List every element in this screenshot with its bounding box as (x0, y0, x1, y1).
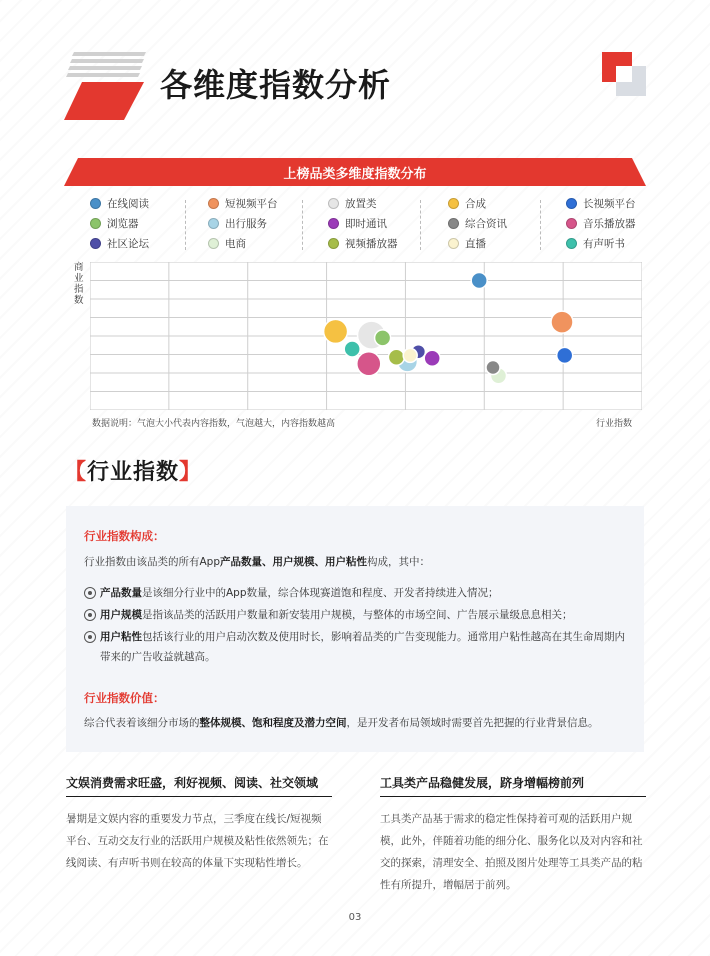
legend-swatch (90, 218, 101, 229)
page-number: 03 (348, 912, 362, 923)
legend-swatch (448, 218, 459, 229)
radio-bullet-icon (84, 609, 96, 621)
body-line: 模，此外，伴随着功能的细分化、服务化以及对内容和社 (380, 835, 643, 847)
value-title: 行业指数价值： (84, 691, 165, 705)
bubble-在线阅读 (471, 273, 487, 289)
legend-item (90, 216, 139, 231)
legend-label: 合成 (465, 198, 486, 210)
body-line: 工具类产品基于需求的稳定性保持着可观的活跃用户规 (380, 813, 632, 825)
intro-bold: 产品数量、用户规模、用户粘性 (220, 556, 368, 568)
bubble-chart-plot (90, 262, 642, 410)
legend-swatch (208, 218, 219, 229)
legend-divider (420, 200, 421, 250)
legend-label: 浏览器 (107, 218, 139, 230)
legend-label: 综合资讯 (465, 218, 507, 230)
legend-divider (540, 200, 541, 250)
body-line: 性有所提升，增幅居于前列。 (380, 879, 517, 891)
body-line: 暑期是文娱内容的重要发力节点，三季度在线长/短视频 (66, 813, 322, 825)
legend-label: 在线阅读 (107, 198, 149, 210)
bubble-视频播放器 (388, 349, 404, 365)
legend-swatch (328, 218, 339, 229)
legend-label: 社区论坛 (107, 238, 149, 250)
chart-note: 数据说明：气泡大小代表内容指数，气泡越大，内容指数越高 (92, 419, 336, 429)
legend-label: 音乐播放器 (583, 218, 636, 230)
bubble-音乐播放器 (357, 352, 381, 376)
bubble-有声听书 (344, 341, 360, 357)
column-body-tools (380, 808, 643, 896)
legend-label: 有声听书 (583, 238, 625, 250)
body-line: 平台、互动交友行业的活跃用户规模及粘性依然领先；在 (66, 835, 329, 847)
radio-bullet-icon (84, 587, 96, 599)
body-line: 交的探索，清理安全、拍照及图片处理等工具类产品的粘 (380, 857, 643, 869)
value-text (84, 715, 599, 731)
bubble-即时通讯 (424, 350, 440, 366)
legend-item (208, 236, 246, 251)
legend-label: 短视频平台 (225, 198, 278, 210)
bullet-term: 产品数量 (100, 587, 142, 599)
column-title-tools: 工具类产品稳健发展，跻身增幅榜前列 (380, 776, 585, 790)
legend-swatch (90, 198, 101, 209)
legend-item (566, 236, 625, 251)
column-title-entertainment: 文娱消费需求旺盛，利好视频、阅读、社交领域 (66, 776, 319, 790)
value-part: ，是开发者布局领域时需要首先把握的行业背景信息。 (346, 717, 599, 729)
column-body-entertainment (66, 808, 329, 874)
composition-intro (84, 554, 430, 570)
radio-bullet-icon (84, 631, 96, 643)
y-axis-label: 商业指数 (74, 262, 84, 306)
heading-bracket-close: 】 (179, 460, 203, 485)
column-divider (66, 796, 332, 797)
bullet-user-stickiness (100, 629, 625, 645)
value-bold: 整体规模、饱和程度及潜力空间 (199, 717, 347, 729)
bubble-合成 (324, 319, 348, 343)
bullet-user-stickiness-cont: 带来的广告收益就越高。 (100, 651, 216, 663)
legend-item (448, 196, 486, 211)
legend-label: 即时通讯 (345, 218, 387, 230)
legend-swatch (90, 238, 101, 249)
chart-title: 上榜品类多维度指数分布 (283, 167, 427, 182)
legend-item (448, 216, 507, 231)
legend-swatch (328, 238, 339, 249)
legend-swatch (448, 198, 459, 209)
legend-item (90, 196, 149, 211)
legend-label: 出行服务 (225, 218, 267, 230)
legend-divider (302, 200, 303, 250)
legend-label: 直播 (465, 238, 486, 250)
legend-label: 长视频平台 (583, 198, 636, 210)
legend-item (328, 236, 398, 251)
legend-divider (185, 200, 186, 250)
legend-item (328, 196, 377, 211)
legend-item (208, 196, 278, 211)
legend-swatch (448, 238, 459, 249)
legend-swatch (208, 238, 219, 249)
legend-swatch (208, 198, 219, 209)
header-stripes-logo (64, 52, 146, 120)
bullet-term: 用户粘性 (100, 631, 142, 643)
bullet-text: 是指该品类的活跃用户数量和新安装用户规模，与整体的市场空间、广告展示量级息息相关； (142, 609, 573, 621)
legend-swatch (328, 198, 339, 209)
section-heading (64, 455, 202, 486)
legend-item (208, 216, 267, 231)
corner-squares-logo (602, 52, 646, 96)
bullet-text: 包括该行业的用户启动次数及使用时长，影响着品类的广告变现能力。通常用户粘性越高在其生命周期内 (142, 631, 625, 643)
legend-swatch (566, 238, 577, 249)
intro-part: 行业指数由该品类的所有App (84, 556, 221, 568)
legend-item (566, 216, 636, 231)
value-part: 综合代表着该细分市场的 (84, 717, 200, 729)
bubble-浏览器 (375, 330, 391, 346)
legend-label: 视频播放器 (345, 238, 398, 250)
column-divider (380, 796, 646, 797)
legend-item (448, 236, 486, 251)
heading-bracket-open: 【 (64, 460, 88, 485)
legend-label: 电商 (225, 238, 246, 250)
composition-title: 行业指数构成： (84, 529, 165, 543)
legend-item (566, 196, 636, 211)
page-title: 各维度指数分析 (160, 66, 392, 104)
bullet-product-count (100, 585, 499, 601)
bullet-term: 用户规模 (100, 609, 142, 621)
bubble-短视频平台 (551, 311, 573, 333)
legend-swatch (566, 198, 577, 209)
bubble-长视频平台 (557, 347, 573, 363)
bullet-user-scale (100, 607, 573, 623)
heading-text: 行业指数 (87, 460, 180, 485)
intro-part: 构成，其中： (367, 556, 431, 568)
body-line: 线阅读、有声听书则在较高的体量下实现粘性增长。 (66, 857, 308, 869)
bullet-text: 是该细分行业中的App数量，综合体现赛道饱和程度、开发者持续进入情况； (142, 587, 499, 599)
x-axis-label: 行业指数 (596, 419, 633, 429)
legend-swatch (566, 218, 577, 229)
legend-item (328, 216, 387, 231)
legend-label: 放置类 (345, 198, 377, 210)
bubble-直播 (403, 348, 417, 362)
legend-item (90, 236, 149, 251)
bubble-综合资讯 (486, 361, 500, 375)
